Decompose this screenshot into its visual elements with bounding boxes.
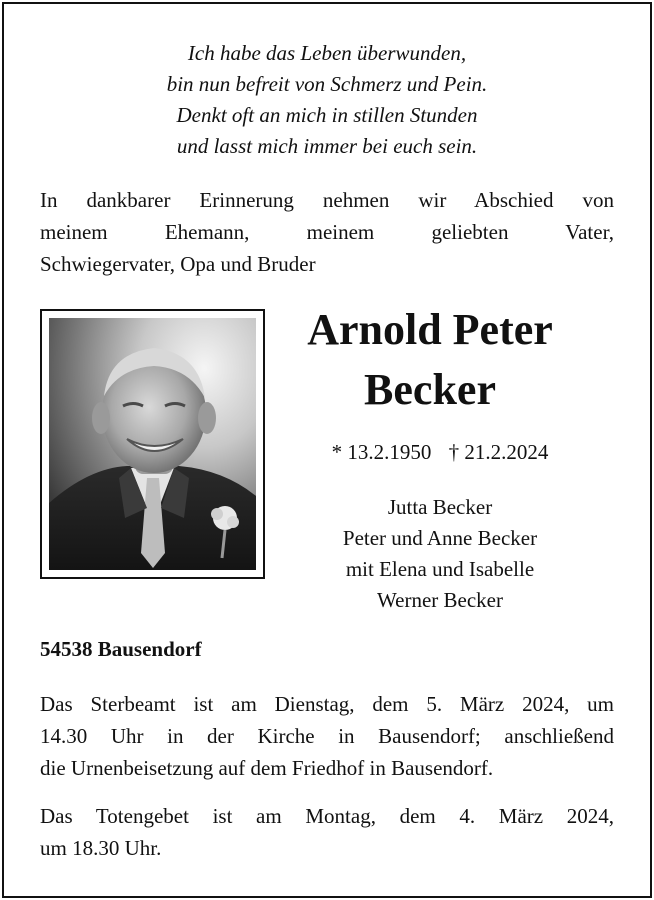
intro-text bbox=[40, 184, 614, 280]
place: 54538 Bausendorf bbox=[40, 637, 202, 661]
mourners-list bbox=[290, 492, 590, 616]
poem-line: Ich habe das Leben überwunden, bbox=[187, 41, 467, 65]
prayer-line: Das Totengebet ist am Montag, dem 4. März 2024, bbox=[40, 804, 614, 828]
name-line-1: Arnold Peter bbox=[307, 305, 553, 354]
mourner: mit Elena und Isabelle bbox=[345, 557, 535, 581]
name-line-2: Becker bbox=[364, 365, 496, 414]
prayer-info bbox=[40, 800, 614, 864]
death-date: † 21.2.2024 bbox=[448, 440, 549, 464]
portrait-illustration bbox=[49, 318, 256, 570]
funeral-line: die Urnenbeisetzung auf dem Friedhof in Bausendorf. bbox=[40, 756, 494, 780]
mourner: Werner Becker bbox=[377, 588, 503, 612]
mourner: Peter und Anne Becker bbox=[342, 526, 538, 550]
funeral-line: 14.30 Uhr in der Kirche in Bausendorf; anschließend bbox=[40, 724, 614, 748]
life-dates bbox=[290, 437, 590, 467]
portrait-frame bbox=[40, 309, 265, 579]
deceased-name bbox=[280, 300, 580, 420]
funeral-info bbox=[40, 688, 614, 784]
intro-line: In dankbarer Erinnerung nehmen wir Abschied von bbox=[40, 188, 614, 212]
poem-line: Denkt oft an mich in stillen Stunden bbox=[176, 103, 478, 127]
poem-line: und lasst mich immer bei euch sein. bbox=[176, 134, 478, 158]
prayer-line: um 18.30 Uhr. bbox=[40, 836, 162, 860]
intro-line: meinem Ehemann, meinem geliebten Vater, bbox=[40, 220, 614, 244]
portrait-photo bbox=[49, 318, 256, 570]
poem-line: bin nun befreit von Schmerz und Pein. bbox=[166, 72, 488, 96]
funeral-line: Das Sterbeamt ist am Dienstag, dem 5. März 2024, um bbox=[40, 692, 614, 716]
intro-line: Schwiegervater, Opa und Bruder bbox=[40, 252, 316, 276]
birth-date: * 13.2.1950 bbox=[331, 440, 432, 464]
mourner: Jutta Becker bbox=[387, 495, 493, 519]
poem bbox=[40, 38, 614, 162]
